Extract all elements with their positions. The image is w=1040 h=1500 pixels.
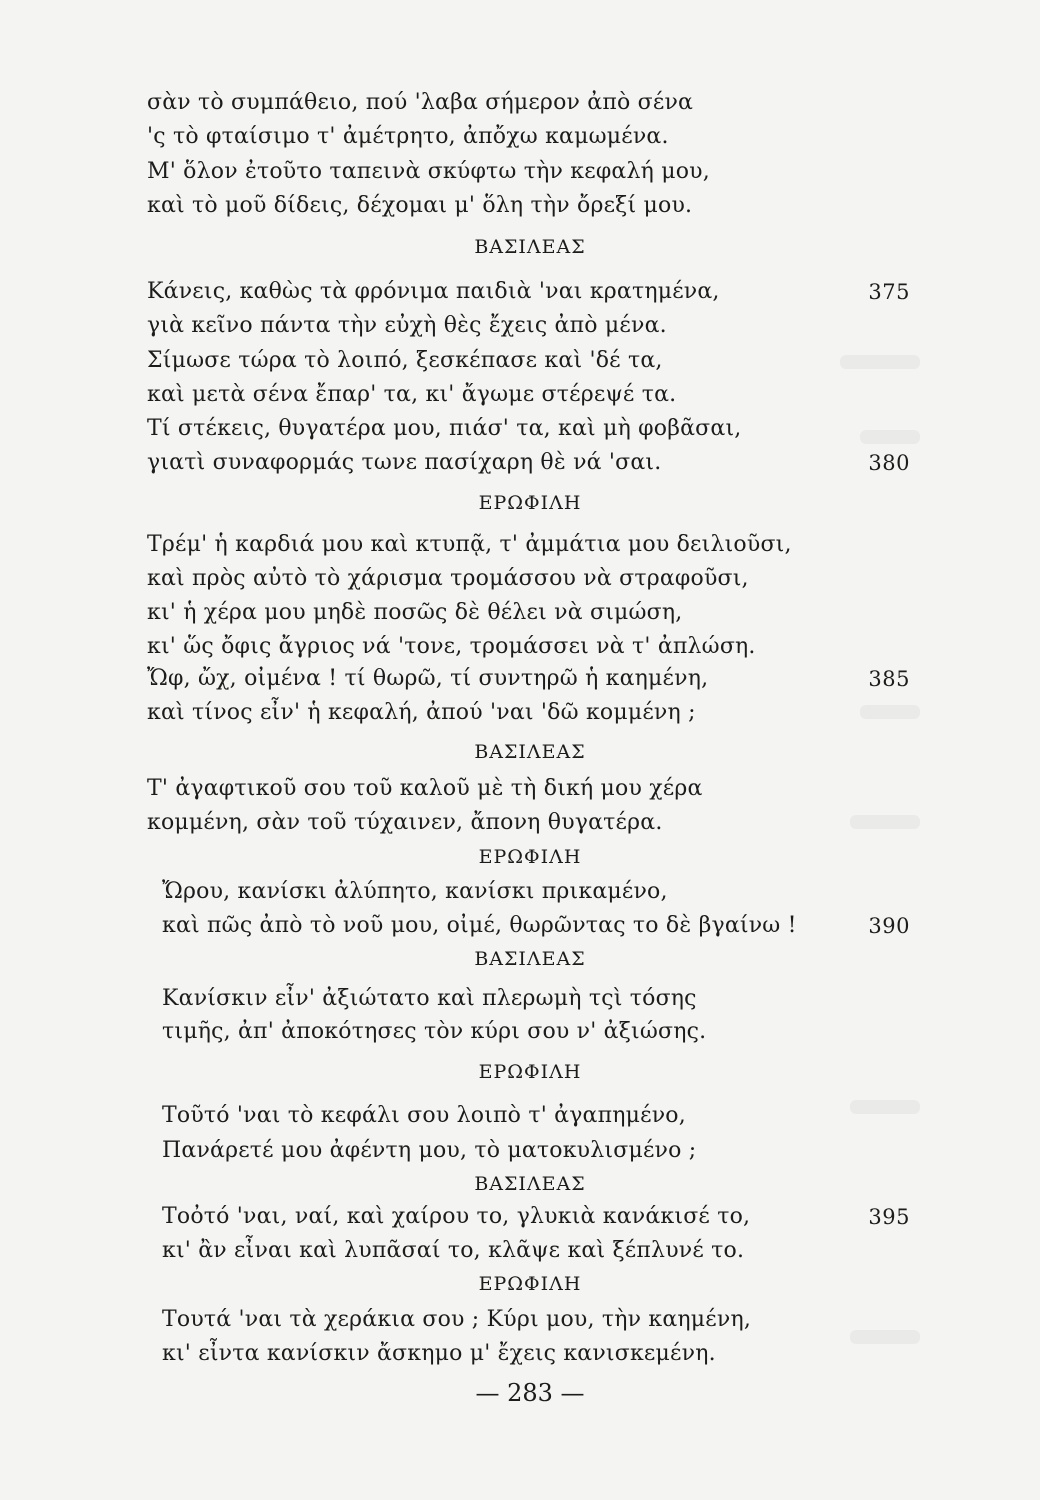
verse-line: καὶ τίνος εἶν' ἡ κεφαλή, ἀπού 'ναι 'δῶ κομμένη ;: [147, 700, 696, 725]
verse-line: Κάνεις, καθὼς τὰ φρόνιμα παιδιὰ 'ναι κρατημένα,: [147, 279, 720, 304]
verse-line: Τουτά 'ναι τὰ χεράκια σου ; Κύρι μου, τὴν καημένη,: [162, 1307, 752, 1332]
verse-line: Τρέμ' ἡ καρδιά μου καὶ κτυπᾷ, τ' ἀμμάτια μου δειλιοῦσι,: [147, 532, 792, 557]
verse-line: κι' ἡ χέρα μου μηδὲ ποσῶς δὲ θέλει νὰ σιμώση,: [147, 600, 683, 625]
verse-line: Μ' ὅλον ἐτοῦτο ταπεινὰ σκύφτω τὴν κεφαλή μου,: [147, 159, 710, 184]
verse-line: τιμῆς, ἀπ' ἀποκότησες τὸν κύρι σου ν' ἀξιώσης.: [162, 1019, 707, 1044]
speaker-heading: ΕΡΩΦΙΛΗ: [478, 1273, 582, 1295]
bleed-through-mark: [860, 705, 920, 719]
verse-line: Πανάρετέ μου ἀφέντη μου, τὸ ματοκυλισμένο ;: [162, 1138, 697, 1163]
bleed-through-mark: [850, 1100, 920, 1114]
page-number: — 283 —: [475, 1379, 585, 1407]
verse-line: Κανίσκιν εἶν' ἀξιώτατο καὶ πλερωμὴ τςὶ τόσης: [162, 986, 697, 1011]
verse-line: καὶ πῶς ἀπὸ τὸ νοῦ μου, οἰμέ, θωρῶντας το δὲ βγαίνω !: [162, 913, 797, 938]
verse-line: καὶ τὸ μοῦ δίδεις, δέχομαι μ' ὅλη τὴν ὄρεξί μου.: [147, 193, 693, 218]
bleed-through-mark: [840, 355, 920, 369]
verse-line: Ὤφ, ὤχ, οἰμένα ! τί θωρῶ, τί συντηρῶ ἡ καημένη,: [147, 666, 709, 691]
bleed-through-mark: [860, 430, 920, 444]
verse-line: Τοὀτό 'ναι, ναί, καὶ χαίρου το, γλυκιὰ κανάκισέ το,: [162, 1204, 751, 1229]
speaker-heading: ΒΑΣΙΛΕΑΣ: [474, 948, 586, 970]
verse-line: καὶ μετὰ σένα ἔπαρ' τα, κι' ἄγωμε στέρεψέ τα.: [147, 382, 677, 407]
verse-line: κι' ὥς ὄφις ἄγριος νά 'τονε, τρομάσσει νὰ τ' ἀπλώση.: [147, 634, 756, 659]
speaker-heading: ΕΡΩΦΙΛΗ: [478, 492, 582, 514]
verse-line: Σίμωσε τώρα τὸ λοιπό, ξεσκέπασε καὶ 'δέ τα,: [147, 348, 663, 373]
line-number: 390: [868, 914, 910, 938]
speaker-heading: ΒΑΣΙΛΕΑΣ: [474, 236, 586, 258]
verse-line: σὰν τὸ συμπάθειο, πού 'λαβα σήμερον ἀπὸ σένα: [147, 90, 694, 115]
verse-line: γιατὶ συναφορμάς τωνε πασίχαρη θὲ νά 'σαι.: [147, 450, 662, 475]
verse-line: Τοῦτό 'ναι τὸ κεφάλι σου λοιπὸ τ' ἀγαπημένο,: [162, 1103, 686, 1128]
speaker-heading: ΕΡΩΦΙΛΗ: [478, 846, 582, 868]
verse-line: 'ς τὸ φταίσιμο τ' ἀμέτρητο, ἀπὄχω καμωμένα.: [147, 124, 669, 149]
line-number: 385: [868, 667, 910, 691]
verse-line: καὶ πρὸς αὐτὸ τὸ χάρισμα τρομάσσου νὰ στραφοῦσι,: [147, 566, 749, 591]
speaker-heading: ΒΑΣΙΛΕΑΣ: [474, 741, 586, 763]
verse-line: Τ' ἀγαφτικοῦ σου τοῦ καλοῦ μὲ τὴ δική μου χέρα: [147, 776, 703, 801]
speaker-heading: ΕΡΩΦΙΛΗ: [478, 1061, 582, 1083]
speaker-heading: ΒΑΣΙΛΕΑΣ: [474, 1173, 586, 1195]
verse-line: κι' ἂν εἶναι καὶ λυπᾶσαί το, κλᾶψε καὶ ξέπλυνέ το.: [162, 1238, 745, 1263]
verse-line: κομμένη, σὰν τοῦ τύχαινεν, ἄπονη θυγατέρα.: [147, 810, 663, 835]
verse-line: Ὤρου, κανίσκι ἀλύπητο, κανίσκι πρικαμένο,: [162, 879, 668, 904]
bleed-through-mark: [850, 1330, 920, 1344]
verse-line: γιὰ κεῖνο πάντα τὴν εὐχὴ θὲς ἔχεις ἀπὸ μένα.: [147, 313, 667, 338]
verse-line: κι' εἶντα κανίσκιν ἄσκημο μ' ἔχεις κανισκεμένη.: [162, 1341, 716, 1366]
verse-line: Τί στέκεις, θυγατέρα μου, πιάσ' τα, καὶ μὴ φοβᾶσαι,: [147, 416, 742, 441]
line-number: 395: [868, 1205, 910, 1229]
line-number: 375: [868, 280, 910, 304]
line-number: 380: [868, 451, 910, 475]
bleed-through-mark: [850, 815, 920, 829]
